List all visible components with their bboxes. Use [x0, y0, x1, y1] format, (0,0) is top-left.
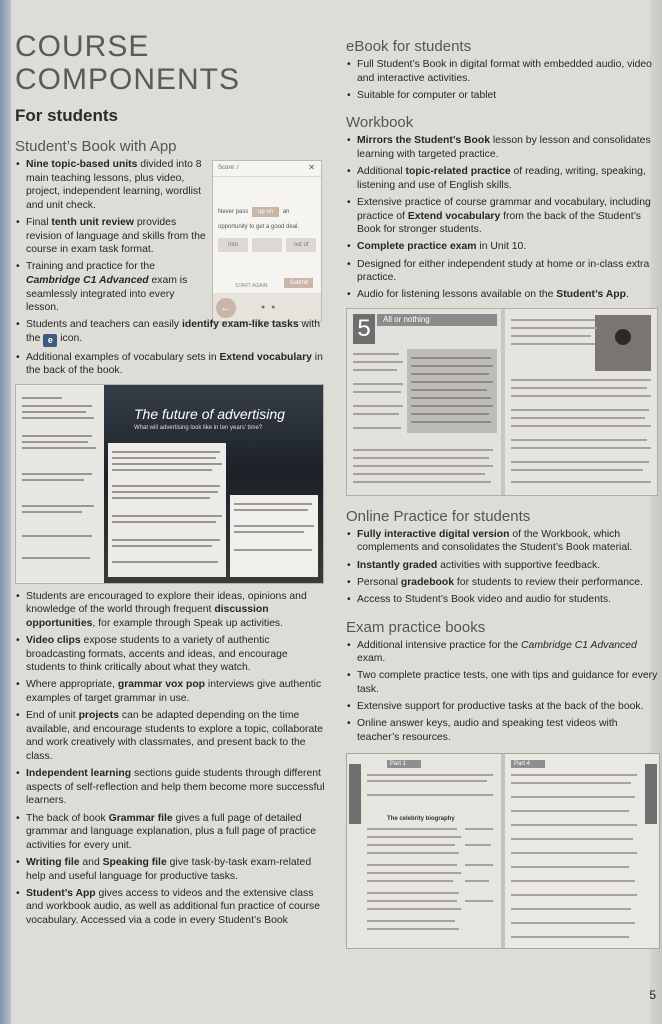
part-label: Part 4 [511, 760, 545, 768]
list-item: • Students are encouraged to explore their ideas, opinions and knowledge of the world through frequent discussion opportunities, for example through Speak up activities. [15, 590, 327, 631]
spread-standfirst: What will advertising look like in ten years' time? [134, 424, 263, 431]
list-item: • Designed for either independent study at home or in-class extra practice. [346, 258, 658, 285]
list-item: • Access to Student’s Book video and audio for students. [346, 593, 658, 607]
back-arrow-icon: ← [216, 298, 236, 318]
for-students-heading: For students [15, 106, 118, 125]
list-item: • The back of book Grammar file gives a full page of detailed grammar and language explanation, plus a full page of practice activities for every unit. [15, 812, 327, 853]
app-bullet-list-2 [15, 318, 327, 377]
submit-button: Submit [284, 278, 313, 288]
list-item: • Student’s App gives access to videos and the extensive class and workbook audio, as well as additional fun practice of course vocabulary. Accessed via a code in every Student’s Book [15, 887, 327, 928]
list-item: • Independent learning sections guide students through different aspects of self-reflection and help them become more successful learners. [15, 767, 327, 808]
list-item: • Video clips expose students to a variety of authentic broadcasting formats, accents and ideas, and encourage students to think critically about what they watch. [15, 634, 327, 675]
app-text: an [282, 209, 290, 215]
list-item: • Audio for listening lessons available on the Student’s App. [346, 288, 658, 302]
list-item: • Students and teachers can easily identify exam-like tasks with the e icon. [15, 318, 327, 347]
list-item: • Online answer keys, audio and speaking test videos with teacher’s resources. [346, 717, 658, 744]
app-screenshot [212, 160, 322, 322]
list-item: • Extensive practice of course grammar and vocabulary, including practice of Extend vocabulary from the back of the Student’s Book for stronger students. [346, 196, 658, 237]
list-item: • Training and practice for the Cambridge C1 Advanced exam is seamlessly integrated into every lesson. [15, 260, 207, 314]
spread-headline: The future of advertising [134, 405, 285, 422]
list-item: • Where appropriate, grammar vox pop interviews give authentic examples of target grammar in use. [15, 678, 327, 705]
side-tab [645, 764, 657, 824]
page-number: 5 [649, 988, 656, 1002]
list-item: • Fully interactive digital version of the Workbook, which complements and consolidates the Student’s Book material. [346, 528, 658, 555]
list-item: • Final tenth unit review provides revision of language and skills from the course in exam task format. [15, 216, 207, 257]
list-item: • Additional intensive practice for the Cambridge C1 Advanced exam. [346, 639, 658, 666]
list-item: • Instantly graded activities with supportive feedback. [346, 559, 658, 573]
left-column [15, 30, 327, 931]
score-label: Score: / [218, 165, 239, 171]
ebook-bullet-list [346, 58, 658, 102]
sidebar-box [230, 495, 318, 577]
unit-number: 5 [353, 314, 375, 344]
page-title: COURSE COMPONENTS [15, 30, 241, 96]
section-heading-students-book-app: Student’s Book with App [15, 138, 177, 155]
online-bullet-list [346, 528, 658, 607]
list-item: • Writing file and Speaking file give task-by-task exam-related help and useful language for productive tasks. [15, 856, 327, 883]
close-icon: ✕ [308, 163, 315, 172]
list-item: • Complete practice exam in Unit 10. [346, 240, 658, 254]
list-item: • Personal gradebook for students to review their performance. [346, 576, 658, 590]
side-tab [349, 764, 361, 824]
section-heading-workbook: Workbook [346, 114, 414, 132]
answer-chip: up on [252, 207, 279, 217]
list-item: • Extensive support for productive tasks at the back of the book. [346, 700, 658, 714]
features-bullet-list [15, 590, 327, 928]
students-book-spread-image [15, 384, 324, 584]
e-icon: e [43, 334, 57, 347]
section-heading-online-practice: Online Practice for students [346, 507, 531, 525]
option-slot [252, 238, 282, 252]
start-again-label: START AGAIN [235, 283, 268, 289]
list-item: • Two complete practice tests, one with tips and guidance for every task. [346, 669, 658, 696]
list-item: • Mirrors the Student’s Book lesson by lesson and consolidates learning with targeted practice. [346, 134, 658, 161]
list-item: • Additional examples of vocabulary sets in Extend vocabulary in the back of the book. [15, 351, 327, 378]
exam-bullet-list [346, 639, 658, 745]
workbook-bullet-list [346, 134, 658, 302]
option-slot: into [218, 238, 248, 252]
workbook-spread-image [346, 308, 658, 496]
section-heading-exam-practice: Exam practice books [346, 618, 486, 636]
right-column [346, 38, 658, 949]
app-section [15, 158, 327, 315]
unit-banner: All or nothing [377, 314, 497, 326]
exam-book-spread-image [346, 753, 660, 949]
list-item: • Suitable for computer or tablet [346, 89, 658, 103]
part-label: Part 1 [387, 760, 421, 768]
list-item: • Additional topic-related practice of reading, writing, speaking, listening and use of English skills. [346, 165, 658, 192]
option-slot: out of [286, 238, 316, 252]
app-text: opportunity to get a good deal. [218, 224, 300, 230]
list-item: • Nine topic-based units divided into 8 main teaching lessons, plus video, project, independent learning, wordlist and unit check. [15, 158, 207, 212]
list-item: • Full Student’s Book in digital format with embedded audio, video and interactive activities. [346, 58, 658, 85]
list-item: • End of unit projects can be adapted depending on the time available, and encourage students to explore a topic, collaborate and work creatively with classmates, and present back to the class. [15, 709, 327, 763]
exam-text-heading: The celebrity biography [387, 815, 455, 822]
app-text: Never pass [218, 209, 249, 215]
pager-dots: ● ● [261, 304, 278, 311]
page-edge-strip [0, 0, 11, 1024]
section-heading-ebook: eBook for students [346, 38, 472, 55]
chef-photo [595, 315, 651, 371]
